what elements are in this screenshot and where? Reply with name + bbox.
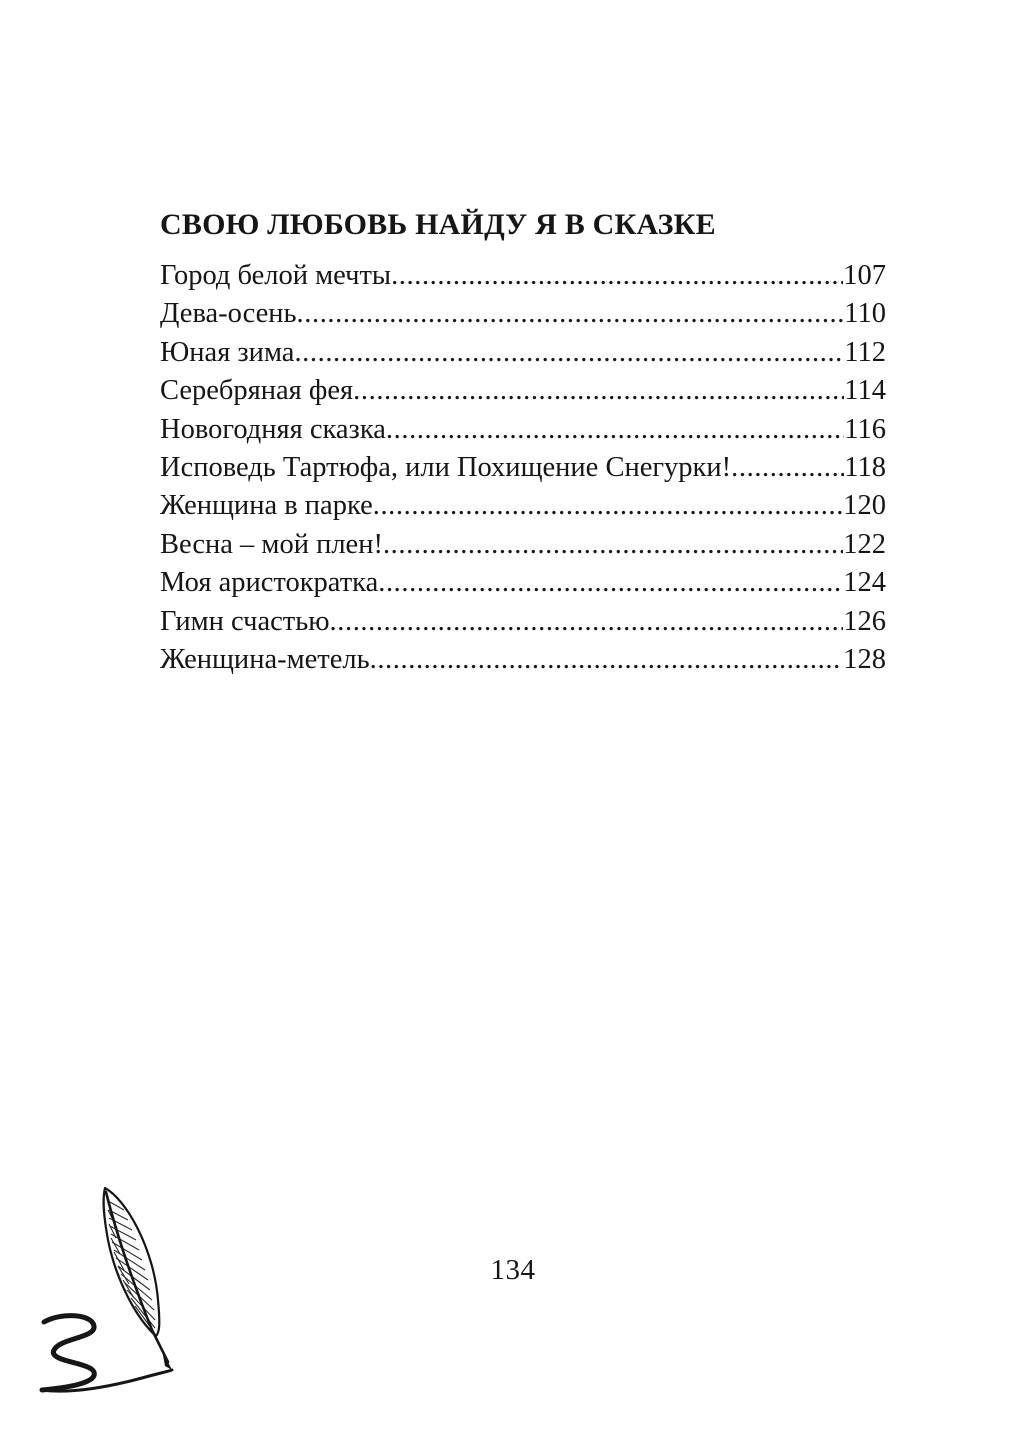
dot-leader: [386, 411, 844, 449]
toc-entry[interactable]: [160, 449, 886, 487]
toc-entry-title: Женщина в парке: [160, 490, 373, 522]
toc-entry-page: 107: [843, 260, 886, 291]
dot-leader: [330, 603, 844, 641]
toc-entry-page: 118: [844, 451, 886, 483]
toc-entry-page: 124: [843, 567, 886, 599]
toc-entry-title: Дева-осень: [160, 298, 297, 330]
toc-entry-page: 112: [844, 336, 886, 368]
section-heading: СВОЮ ЛЮБОВЬ НАЙДУ Я В СКАЗКЕ: [160, 208, 716, 241]
dot-leader: [383, 526, 843, 564]
dot-leader: [378, 564, 843, 602]
dot-leader: [294, 334, 844, 372]
toc-entry-title: Женщина-метель: [160, 643, 370, 675]
toc-entry-page: 120: [843, 490, 886, 522]
dot-leader: [391, 257, 843, 295]
toc-entry-title: Весна – мой плен!: [160, 528, 383, 560]
toc-entry-page: 110: [844, 298, 886, 330]
toc-entry-page: 128: [843, 643, 886, 675]
toc-entry[interactable]: [160, 564, 886, 602]
dot-leader: [373, 487, 844, 525]
toc-entry-page: 126: [843, 605, 886, 637]
page-number: 134: [490, 1254, 536, 1286]
table-of-contents: [160, 257, 886, 679]
dot-leader: [370, 641, 844, 679]
toc-entry[interactable]: [160, 372, 886, 410]
toc-entry[interactable]: [160, 526, 886, 564]
dot-leader: [353, 372, 844, 410]
toc-entry[interactable]: [160, 603, 886, 641]
toc-entry-title: Серебряная фея: [160, 375, 354, 407]
toc-entry[interactable]: [160, 295, 886, 333]
toc-entry[interactable]: [160, 411, 886, 449]
toc-entry-title: Исповедь Тартюфа, или Похищение Снегурки!: [160, 451, 732, 483]
toc-entry-title: Новогодняя сказка: [160, 413, 386, 445]
quill-pen-icon: [32, 1180, 182, 1410]
toc-entry-title: Город белой мечты: [160, 260, 392, 291]
toc-entry[interactable]: [160, 487, 886, 525]
toc-entry-title: Юная зима: [160, 336, 295, 368]
toc-entry-page: 122: [843, 528, 886, 560]
toc-entry[interactable]: [160, 334, 886, 372]
dot-leader: [297, 295, 845, 333]
toc-entry-title: Гимн счастью: [160, 605, 330, 637]
toc-entry-page: 116: [844, 413, 886, 445]
dot-leader: [731, 449, 844, 487]
toc-entry-page: 114: [844, 375, 886, 407]
toc-entry[interactable]: [160, 641, 886, 679]
toc-entry[interactable]: [160, 257, 886, 295]
toc-entry-title: Моя аристократка: [160, 567, 379, 599]
